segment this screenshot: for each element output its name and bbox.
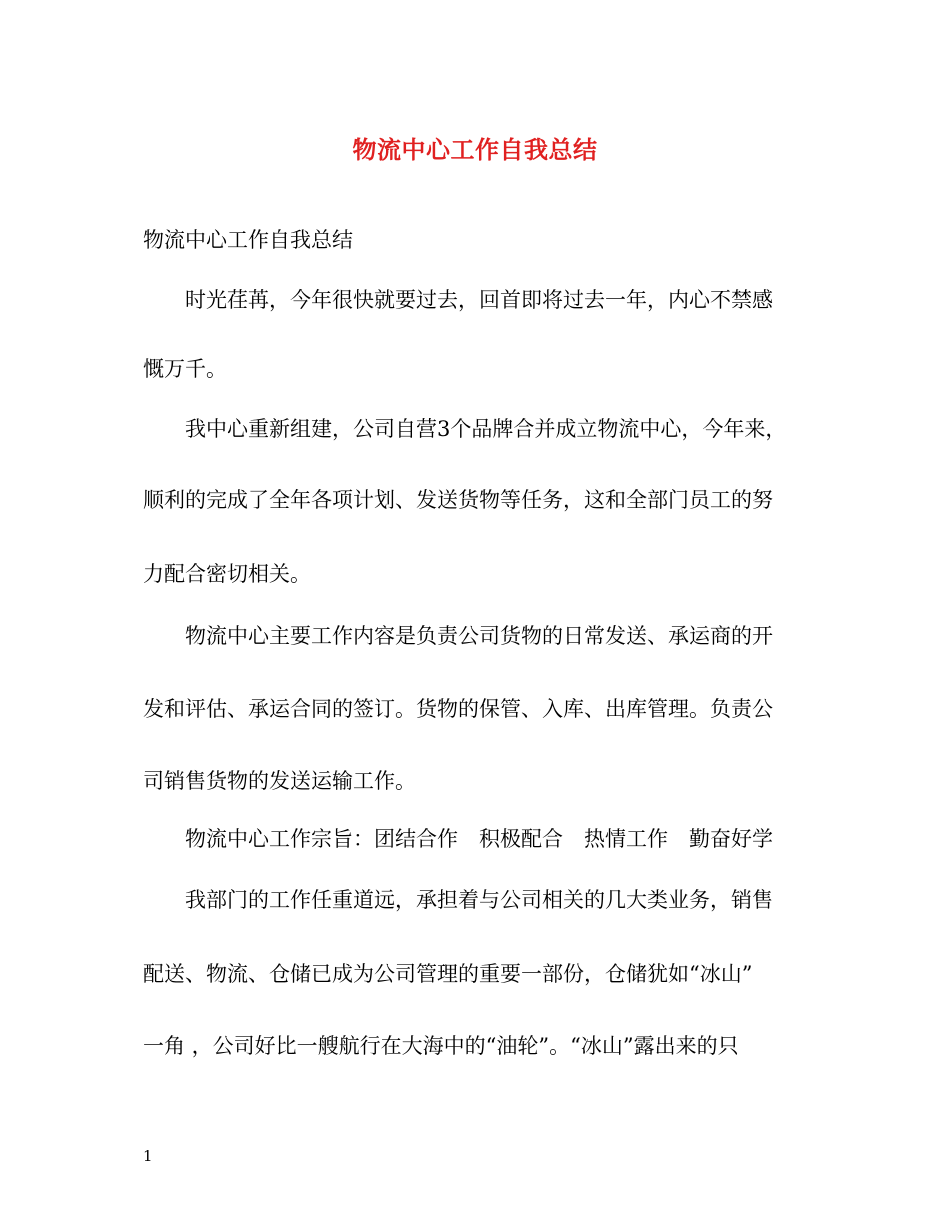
paragraph-line-11: 配送、物流、仓储已成为公司管理的重要一部份，仓储犹如“冰山” (143, 962, 753, 986)
paragraph-line-1: 时光荏苒，今年很快就要过去，回首即将过去一年，内心不禁感 (185, 288, 773, 312)
page-number: 1 (143, 1147, 153, 1165)
paragraph-line-5: 力配合密切相关。 (143, 562, 311, 586)
paragraph-line-6: 物流中心主要工作内容是负责公司货物的日常发送、承运商的开 (185, 624, 773, 648)
paragraph-line-10: 我部门的工作任重道远，承担着与公司相关的几大类业务，销售 (185, 888, 773, 912)
document-heading: 物流中心工作自我总结 (143, 228, 353, 252)
paragraph-line-7: 发和评估、承运合同的签订。货物的保管、入库、出库管理。负责公 (143, 697, 773, 721)
paragraph-line-12: 一角 ，公司好比一艘航行在大海中的“油轮”。“冰山”露出来的只 (143, 1034, 739, 1058)
paragraph-line-2: 慨万千。 (143, 357, 227, 381)
document-title: 物流中心工作自我总结 (352, 135, 598, 164)
paragraph-line-8: 司销售货物的发送运输工作。 (143, 769, 416, 793)
paragraph-line-4: 顺利的完成了全年各项计划、发送货物等任务，这和全部门员工的努 (143, 488, 773, 512)
paragraph-line-3: 我中心重新组建，公司自营3个品牌合并成立物流中心，今年来， (185, 417, 787, 441)
paragraph-line-9: 物流中心工作宗旨：团结合作 积极配合 热情工作 勤奋好学 (185, 827, 773, 851)
